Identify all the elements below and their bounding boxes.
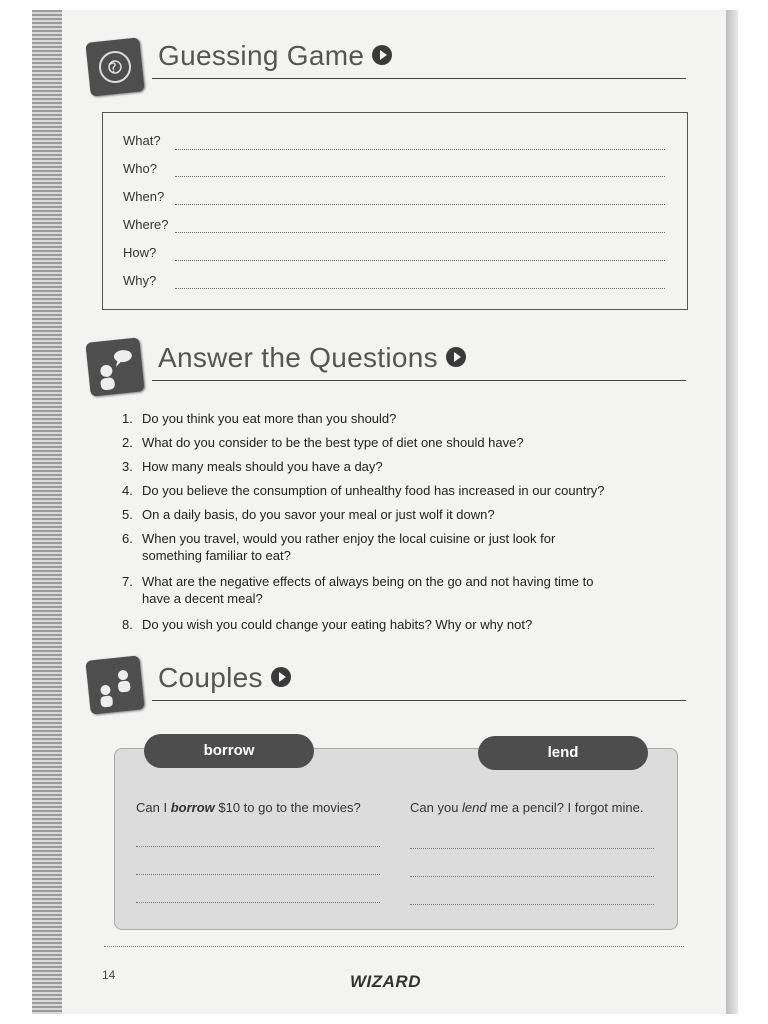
- example-borrow: Can I borrow $10 to go to the movies?: [136, 800, 361, 815]
- svg-text:?: ?: [109, 60, 118, 77]
- answer-line[interactable]: [175, 232, 665, 233]
- tab-lend: lend: [478, 736, 648, 770]
- section-rule: [152, 78, 686, 79]
- prompt-when: When?: [123, 189, 165, 204]
- section-title: Couples: [158, 662, 291, 694]
- section-rule: [152, 380, 686, 381]
- question-5: 5. On a daily basis, do you savor your meal or just wolf it down?: [122, 507, 495, 522]
- prompt-who: Who?: [123, 161, 157, 176]
- prompt-how: How?: [123, 245, 157, 260]
- question-3: 3. How many meals should you have a day?: [122, 459, 383, 474]
- publisher-logo: WIZARD: [350, 972, 421, 991]
- question-8: 8. Do you wish you could change your eating habits? Why or why not?: [122, 617, 533, 632]
- answer-line[interactable]: [175, 176, 665, 177]
- question-4: 4. Do you believe the consumption of unhealthy food has increased in our country?: [122, 483, 605, 498]
- sentence-line[interactable]: [410, 904, 654, 905]
- answer-line[interactable]: [175, 204, 665, 205]
- tab-borrow: borrow: [144, 734, 314, 768]
- sentence-line[interactable]: [136, 874, 380, 875]
- prompt-what: What?: [123, 133, 161, 148]
- section-rule: [152, 700, 686, 701]
- sentence-line[interactable]: [136, 846, 380, 847]
- question-2: 2. What do you consider to be the best type of diet one should have?: [122, 435, 524, 450]
- couple-people-icon: [85, 655, 144, 714]
- play-audio-icon[interactable]: [372, 45, 392, 65]
- answer-line[interactable]: [175, 149, 665, 150]
- question-7: 7. What are the negative effects of always being on the go and not having time to have a decent meal?: [122, 574, 594, 606]
- prompt-why: Why?: [123, 273, 157, 288]
- play-audio-icon[interactable]: [271, 667, 291, 687]
- footer-rule: [104, 946, 684, 947]
- play-audio-icon[interactable]: [446, 347, 466, 367]
- section-title: Answer the Questions: [158, 342, 466, 374]
- page-shadow: [726, 10, 738, 1014]
- sentence-line[interactable]: [136, 902, 380, 903]
- example-lend: Can you lend me a pencil? I forgot mine.: [410, 800, 644, 815]
- guessing-box: [102, 112, 688, 310]
- sentence-line[interactable]: [410, 876, 654, 877]
- question-1: 1. Do you think you eat more than you should?: [122, 411, 397, 426]
- prompt-where: Where?: [123, 217, 169, 232]
- question-target-icon: [85, 37, 144, 96]
- answer-line[interactable]: [175, 288, 665, 289]
- speech-person-icon: [85, 337, 144, 396]
- section-title: Guessing Game: [158, 40, 392, 72]
- binding-edge: [32, 10, 62, 1014]
- answer-line[interactable]: [175, 260, 665, 261]
- sentence-line[interactable]: [410, 848, 654, 849]
- question-6: 6. When you travel, would you rather enjoy the local cuisine or just look for something familiar to eat?: [122, 531, 556, 563]
- page-number: 14: [102, 968, 116, 982]
